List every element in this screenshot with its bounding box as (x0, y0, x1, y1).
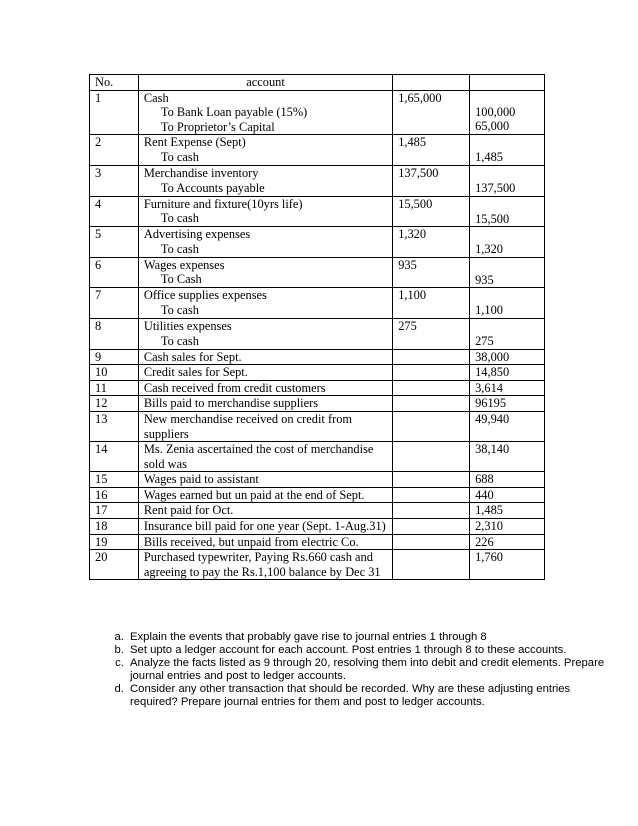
fact-no: 13 (90, 411, 139, 441)
fact-no: 17 (90, 503, 139, 519)
journal-row (90, 165, 545, 196)
fact-row (90, 411, 545, 441)
credit-amounts (470, 90, 545, 135)
journal-row (90, 90, 545, 135)
credit-account: To cash (160, 241, 199, 256)
fact-debit (393, 442, 470, 472)
debit-amount: 15,500 (393, 196, 470, 227)
debit-account: Advertising expenses (143, 227, 251, 242)
entry-no: 8 (90, 318, 139, 349)
credit-amounts (470, 288, 545, 319)
entry-accounts (138, 135, 392, 166)
debit-amount: 1,485 (393, 135, 470, 166)
question-item: b. Set upto a ledger account for each account. Post entries 1 through 8 to these accounts. (127, 644, 617, 657)
entry-no: 3 (90, 165, 139, 196)
fact-no: 15 (90, 472, 139, 488)
credit-account: To cash (160, 333, 199, 348)
debit-amount: 137,500 (393, 165, 470, 196)
debit-amount: 1,100 (393, 288, 470, 319)
debit-amount: 1,65,000 (393, 90, 470, 135)
credit-amount: 65,000 (475, 119, 510, 134)
entry-no: 1 (90, 90, 139, 135)
fact-text: Ms. Zenia ascertained the cost of merchandise sold was (138, 442, 392, 472)
fact-text: Wages paid to assistant (138, 472, 392, 488)
debit-account: Office supplies expenses (143, 288, 267, 303)
fact-text: Bills received, but unpaid from electric Co. (138, 534, 392, 550)
debit-account: Cash (143, 90, 169, 105)
credit-account: To cash (160, 211, 199, 226)
fact-no: 11 (90, 380, 139, 396)
fact-amount: 38,140 (470, 442, 545, 472)
fact-text: Credit sales for Sept. (138, 365, 392, 381)
credit-amount: 1,320 (475, 242, 503, 257)
journal-row (90, 196, 545, 227)
fact-text: Cash received from credit customers (138, 380, 392, 396)
fact-text: Cash sales for Sept. (138, 349, 392, 365)
entry-no: 2 (90, 135, 139, 166)
journal-row (90, 135, 545, 166)
fact-debit (393, 550, 470, 580)
fact-amount: 2,310 (470, 519, 545, 535)
fact-row (90, 534, 545, 550)
debit-account: Utilities expenses (143, 318, 232, 333)
credit-account: To Accounts payable (160, 180, 265, 195)
entry-accounts (138, 288, 392, 319)
debit-account: Furniture and fixture(10yrs life) (143, 196, 303, 211)
credit-amount: 275 (475, 333, 494, 348)
fact-row (90, 550, 545, 580)
fact-no: 20 (90, 550, 139, 580)
credit-account: To Cash (160, 272, 202, 287)
fact-no: 16 (90, 487, 139, 503)
credit-amounts (470, 165, 545, 196)
debit-amount: 1,320 (393, 227, 470, 258)
debit-account: Merchandise inventory (143, 165, 259, 180)
fact-row (90, 396, 545, 412)
entry-accounts (138, 257, 392, 288)
entry-accounts (138, 165, 392, 196)
credit-amount: 1,485 (475, 150, 503, 165)
fact-amount: 440 (470, 487, 545, 503)
credit-amounts (470, 196, 545, 227)
credit-amounts (470, 318, 545, 349)
fact-debit (393, 411, 470, 441)
fact-row (90, 442, 545, 472)
fact-text: Purchased typewriter, Paying Rs.660 cash and agreeing to pay the Rs.1,100 balance by Dec 31 (138, 550, 392, 580)
fact-text: Bills paid to merchandise suppliers (138, 396, 392, 412)
credit-amounts (470, 227, 545, 258)
entry-accounts (138, 318, 392, 349)
fact-amount: 14,850 (470, 365, 545, 381)
question-item: d. Consider any other transaction that should be recorded. Why are these adjusting entries required? Prepare journal entries for them and post to ledger accounts. (127, 683, 617, 709)
debit-account: Wages expenses (143, 257, 225, 272)
journal-row (90, 227, 545, 258)
fact-debit (393, 503, 470, 519)
fact-no: 9 (90, 349, 139, 365)
fact-debit (393, 349, 470, 365)
credit-account: To Bank Loan payable (15%) (160, 105, 308, 120)
debit-account: Rent Expense (Sept) (143, 135, 246, 150)
entry-accounts (138, 196, 392, 227)
fact-debit (393, 380, 470, 396)
table-header-row (90, 75, 545, 91)
credit-amount: 935 (475, 272, 494, 287)
debit-amount: 275 (393, 318, 470, 349)
fact-row (90, 365, 545, 381)
credit-amounts (470, 257, 545, 288)
credit-amount: 100,000 (475, 104, 516, 119)
transactions-table (89, 74, 545, 580)
fact-row (90, 380, 545, 396)
fact-no: 18 (90, 519, 139, 535)
fact-row (90, 487, 545, 503)
credit-amount: 1,100 (475, 303, 503, 318)
entry-no: 4 (90, 196, 139, 227)
credit-amounts (470, 135, 545, 166)
fact-no: 19 (90, 534, 139, 550)
credit-account: To cash (160, 302, 199, 317)
fact-debit (393, 487, 470, 503)
question-item: c. Analyze the facts listed as 9 through 20, resolving them into debit and credit elements. Prepare journal entries and post to ledger accounts. (127, 657, 617, 683)
entry-no: 5 (90, 227, 139, 258)
fact-amount: 688 (470, 472, 545, 488)
fact-amount: 3,614 (470, 380, 545, 396)
credit-account: To Proprietor’s Capital (160, 119, 275, 134)
fact-text: Insurance bill paid for one year (Sept. 1-Aug.31) (138, 519, 392, 535)
fact-debit (393, 534, 470, 550)
fact-no: 10 (90, 365, 139, 381)
entry-accounts (138, 90, 392, 135)
fact-amount: 226 (470, 534, 545, 550)
fact-debit (393, 396, 470, 412)
fact-no: 14 (90, 442, 139, 472)
fact-text: New merchandise received on credit from suppliers (138, 411, 392, 441)
fact-amount: 49,940 (470, 411, 545, 441)
fact-amount: 38,000 (470, 349, 545, 365)
fact-debit (393, 365, 470, 381)
fact-row (90, 503, 545, 519)
fact-row (90, 472, 545, 488)
journal-row (90, 288, 545, 319)
header-no: No. (90, 75, 139, 91)
fact-text: Rent paid for Oct. (138, 503, 392, 519)
credit-account: To cash (160, 149, 199, 164)
header-debit (393, 75, 470, 91)
fact-debit (393, 519, 470, 535)
fact-no: 12 (90, 396, 139, 412)
fact-row (90, 519, 545, 535)
question-list (108, 631, 617, 709)
entry-accounts (138, 227, 392, 258)
fact-row (90, 349, 545, 365)
fact-amount: 1,760 (470, 550, 545, 580)
debit-amount: 935 (393, 257, 470, 288)
entry-no: 6 (90, 257, 139, 288)
credit-amount: 137,500 (475, 180, 516, 195)
fact-debit (393, 472, 470, 488)
credit-amount: 15,500 (475, 211, 510, 226)
header-credit (470, 75, 545, 91)
question-item: a. Explain the events that probably gave rise to journal entries 1 through 8 (127, 631, 617, 644)
fact-amount: 1,485 (470, 503, 545, 519)
fact-text: Wages earned but un paid at the end of Sept. (138, 487, 392, 503)
journal-row (90, 257, 545, 288)
header-account: account (138, 75, 392, 91)
entry-no: 7 (90, 288, 139, 319)
journal-row (90, 318, 545, 349)
fact-amount: 96195 (470, 396, 545, 412)
